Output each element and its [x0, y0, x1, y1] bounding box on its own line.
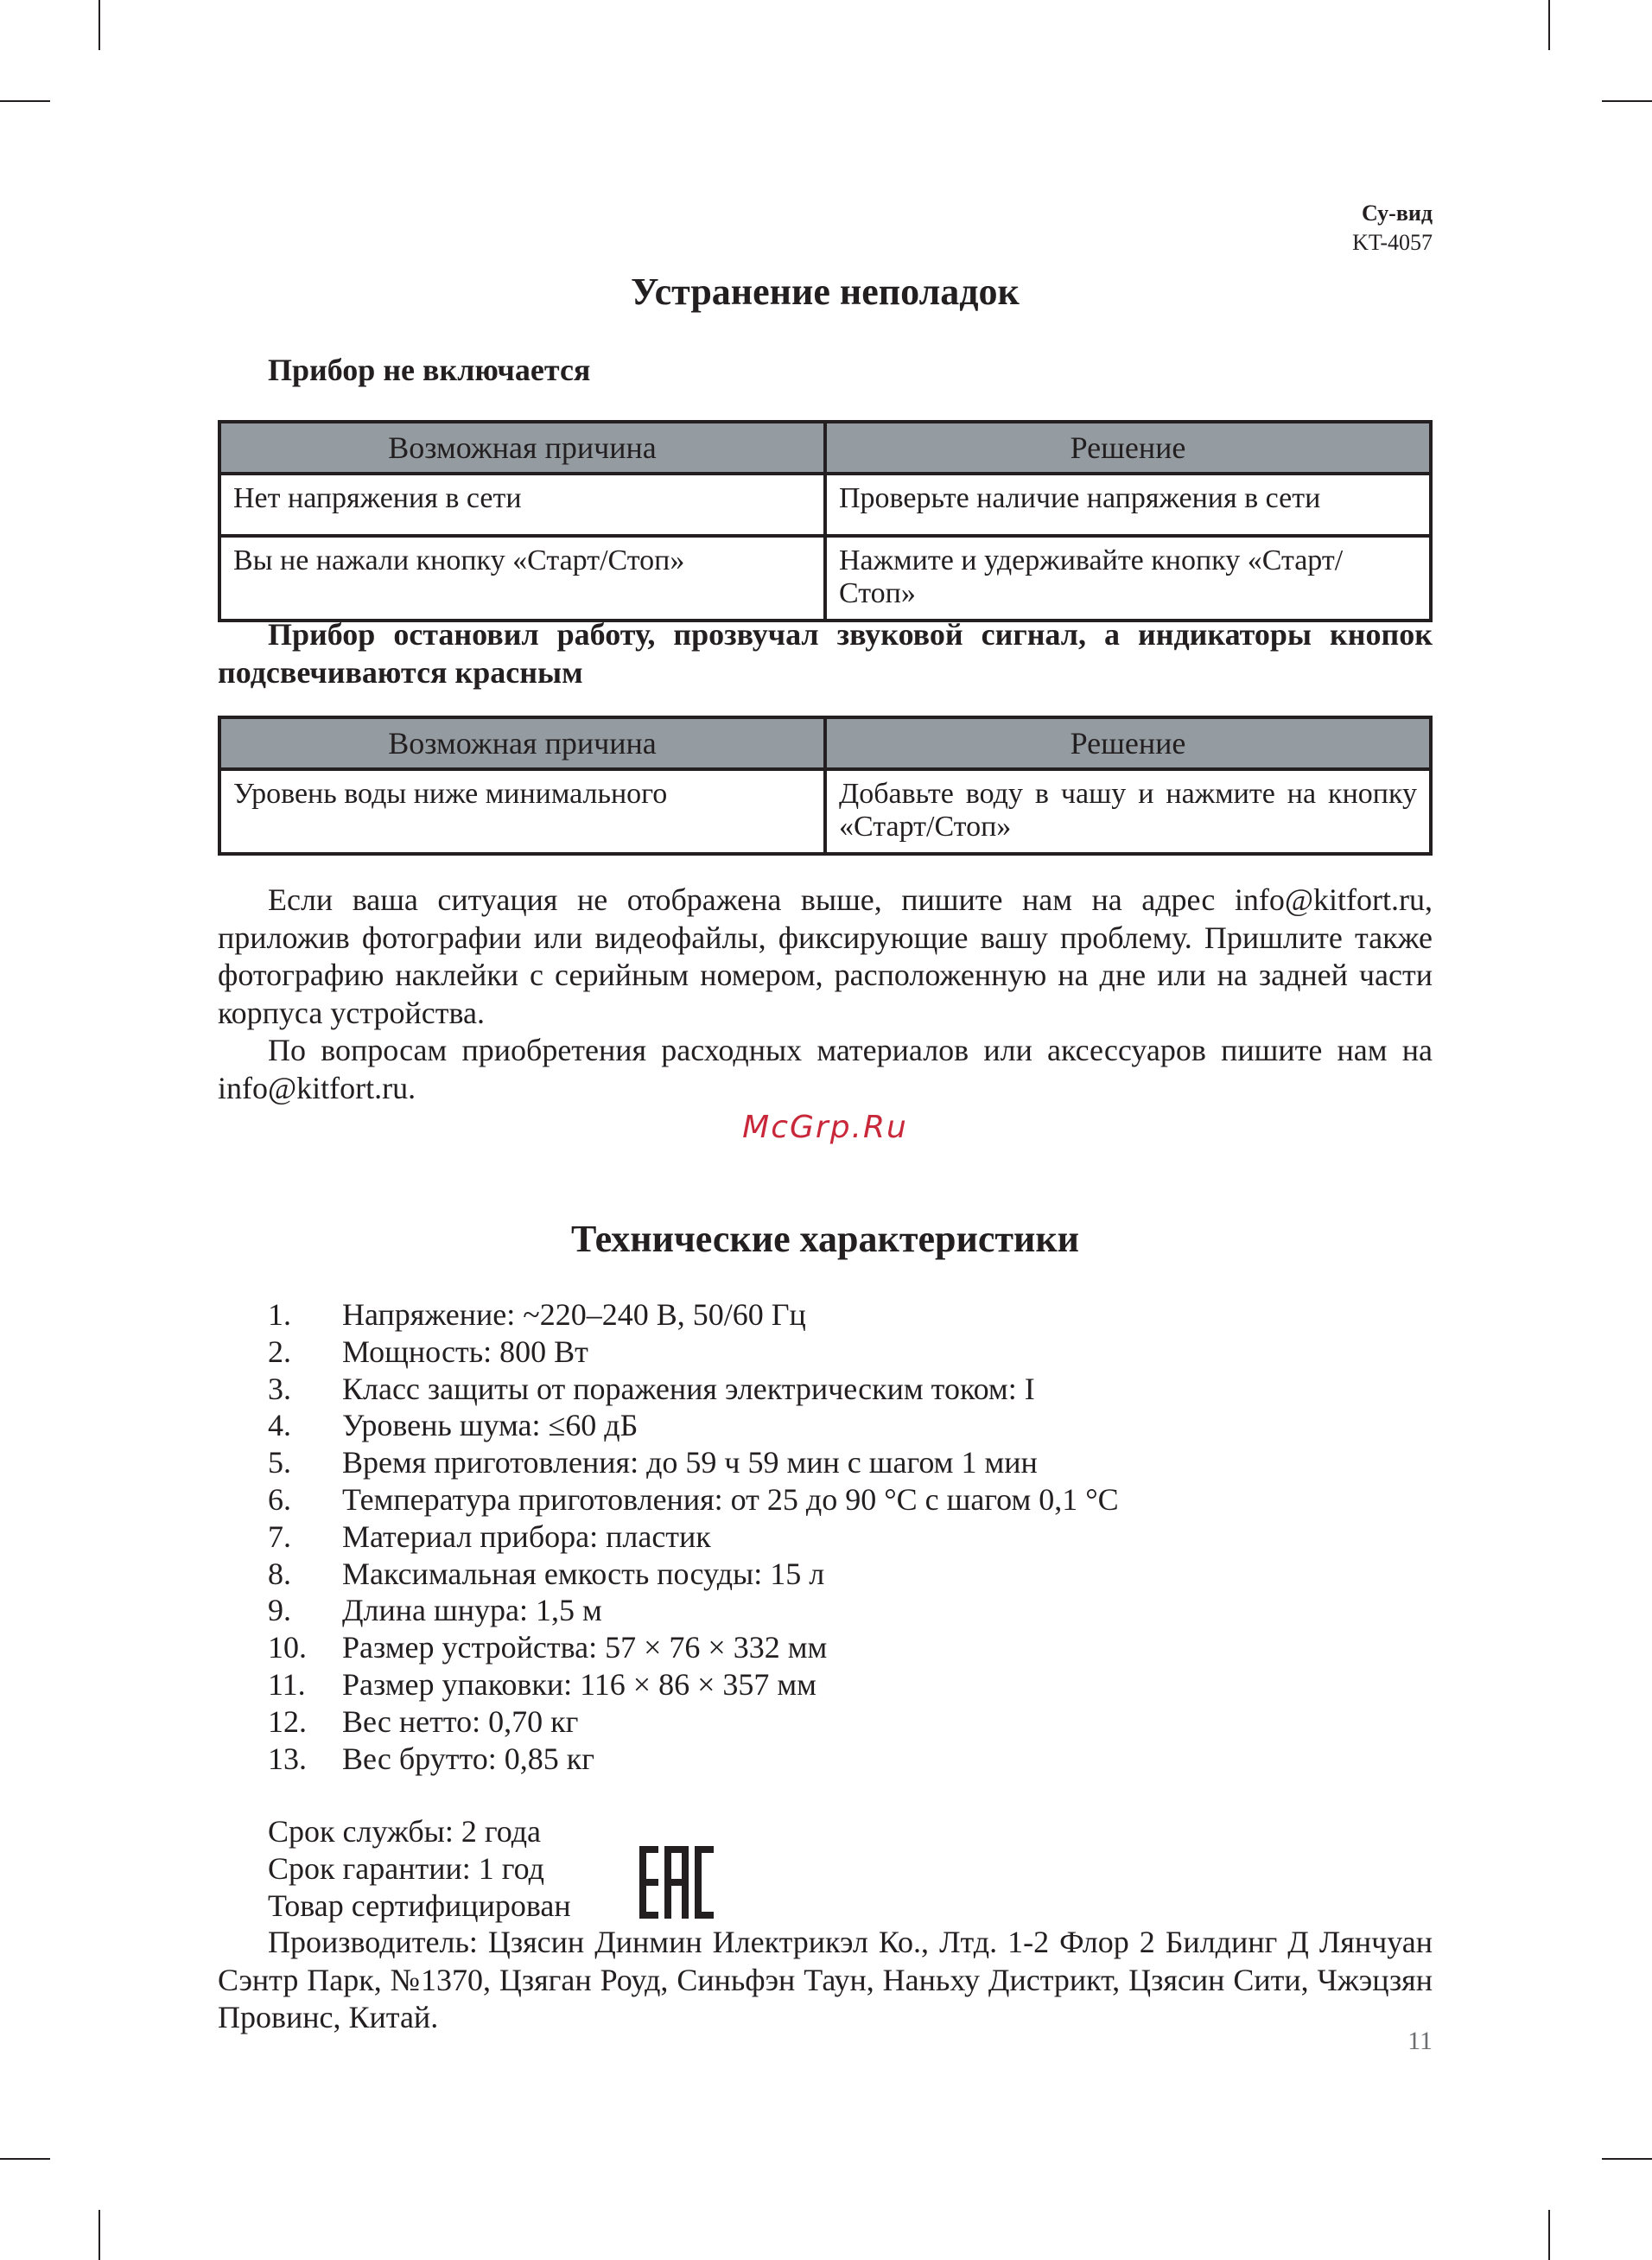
spec-item	[268, 1444, 1119, 1481]
section-heading-stopped: Прибор остановил работу, прозвучал звуковой сигнал, а индикаторы кнопок подсвечиваются красным	[218, 617, 1433, 690]
crop-mark	[1548, 2210, 1550, 2260]
spec-text: Максимальная емкость посуды: 15 л	[342, 1556, 825, 1591]
spec-number: 9.	[268, 1593, 291, 1628]
spec-item	[268, 1518, 1119, 1556]
specs-list	[268, 1296, 1119, 1777]
column-header-solution: Решение	[825, 717, 1431, 769]
spec-text: Длина шнура: 1,5 м	[342, 1593, 602, 1628]
troubleshooting-table-2	[218, 716, 1433, 856]
spec-text: Материал прибора: пластик	[342, 1518, 711, 1554]
table-header-row	[219, 717, 1431, 769]
table-cell: Нет напряжения в сети	[219, 474, 825, 536]
section-heading-no-power: Прибор не включается	[268, 353, 591, 387]
spec-item	[268, 1371, 1119, 1408]
spec-number: 3.	[268, 1371, 291, 1406]
warranty-period: Срок гарантии: 1 год	[268, 1851, 544, 1886]
product-name: Су-вид	[1362, 201, 1433, 226]
table-cell: Нажмите и удерживайте кнопку «Старт/Стоп»	[825, 536, 1431, 621]
spec-item	[268, 1629, 1119, 1666]
column-header-cause: Возможная причина	[219, 717, 825, 769]
spec-text: Размер упаковки: 116 × 86 × 357 мм	[342, 1666, 816, 1702]
spec-item	[268, 1481, 1119, 1518]
service-lifetime: Срок службы: 2 года	[268, 1814, 542, 1849]
table-cell: Проверьте наличие напряжения в сети	[825, 474, 1431, 536]
spec-text: Напряжение: ~220–240 В, 50/60 Гц	[342, 1297, 806, 1332]
spec-number: 7.	[268, 1518, 291, 1554]
spec-text: Время приготовления: до 59 ч 59 мин с шагом 1 мин	[342, 1445, 1038, 1480]
spec-item	[268, 1296, 1119, 1334]
spec-text: Мощность: 800 Вт	[342, 1334, 588, 1369]
product-model: KT-4057	[1352, 230, 1433, 255]
spec-item	[268, 1741, 1119, 1778]
spec-number: 8.	[268, 1556, 291, 1591]
spec-text: Вес нетто: 0,70 кг	[342, 1703, 579, 1739]
accessories-paragraph: По вопросам приобретения расходных материалов или аксессуаров пишите нам на info@kitfort.ru.	[218, 1033, 1433, 1105]
spec-text: Температура приготовления: от 25 до 90 °C с шагом 0,1 °C	[342, 1481, 1119, 1517]
page-number: 11	[1407, 2027, 1433, 2055]
spec-text: Уровень шума: ≤60 дБ	[342, 1408, 639, 1443]
crop-mark	[1548, 0, 1550, 50]
troubleshooting-table-1	[218, 420, 1433, 622]
table-row	[219, 536, 1431, 621]
crop-mark	[0, 100, 50, 102]
table-cell: Добавьте воду в чашу и нажмите на кнопку «Старт/Стоп»	[825, 769, 1431, 854]
table-cell: Вы не нажали кнопку «Старт/Стоп»	[219, 536, 825, 621]
watermark: McGrp.Ru	[742, 1110, 908, 1145]
column-header-solution: Решение	[825, 422, 1431, 474]
spec-item	[268, 1666, 1119, 1703]
table-header-row	[219, 422, 1431, 474]
specs-title: Технические характеристики	[570, 1218, 1080, 1260]
spec-number: 13.	[268, 1741, 307, 1776]
crop-mark	[98, 0, 100, 50]
spec-text: Размер устройства: 57 × 76 × 332 мм	[342, 1630, 828, 1665]
table-cell: Уровень воды ниже минимального	[219, 769, 825, 854]
crop-mark	[1602, 2158, 1652, 2160]
troubleshooting-title: Устранение неполадок	[631, 271, 1020, 313]
spec-number: 10.	[268, 1630, 307, 1665]
spec-number: 2.	[268, 1334, 291, 1369]
running-header	[1352, 199, 1433, 258]
spec-text: Класс защиты от поражения электрическим током: I	[342, 1371, 1035, 1406]
contact-paragraph: Если ваша ситуация не отображена выше, пишите нам на адрес info@kitfort.ru, приложив фотографии или видеофайлы, фиксирующие вашу проблему. Пришлите также фотографию наклейки с серийным номером, расположенную на дне или на задней части корпуса устройства.	[218, 882, 1433, 1030]
table-row	[219, 769, 1431, 854]
crop-mark	[1602, 100, 1652, 102]
manufacturer-info: Производитель: Цзясин Динмин Илектрикэл Ко., Лтд. 1-2 Флор 2 Билдинг Д Лянчуан Сэнтр Парк, №1370, Цзяган Роуд, Синьфэн Таун, Наньху Дистрикт, Цзясин Сити, Чжэцзян Провинс, Китай.	[218, 1925, 1433, 2034]
spec-number: 4.	[268, 1408, 291, 1443]
spec-number: 1.	[268, 1297, 291, 1332]
spec-number: 5.	[268, 1445, 291, 1480]
eac-certification-logo	[639, 1846, 714, 1919]
crop-mark	[98, 2210, 100, 2260]
certification-note: Товар сертифицирован	[268, 1888, 571, 1923]
crop-mark	[0, 2158, 50, 2160]
column-header-cause: Возможная причина	[219, 422, 825, 474]
spec-item	[268, 1592, 1119, 1629]
spec-item	[268, 1407, 1119, 1444]
spec-number: 11.	[268, 1666, 306, 1702]
spec-item	[268, 1334, 1119, 1371]
spec-number: 12.	[268, 1703, 307, 1739]
spec-item	[268, 1703, 1119, 1741]
spec-text: Вес брутто: 0,85 кг	[342, 1741, 594, 1776]
spec-item	[268, 1556, 1119, 1593]
spec-number: 6.	[268, 1481, 291, 1517]
service-info	[268, 1813, 571, 1925]
table-row	[219, 474, 1431, 536]
